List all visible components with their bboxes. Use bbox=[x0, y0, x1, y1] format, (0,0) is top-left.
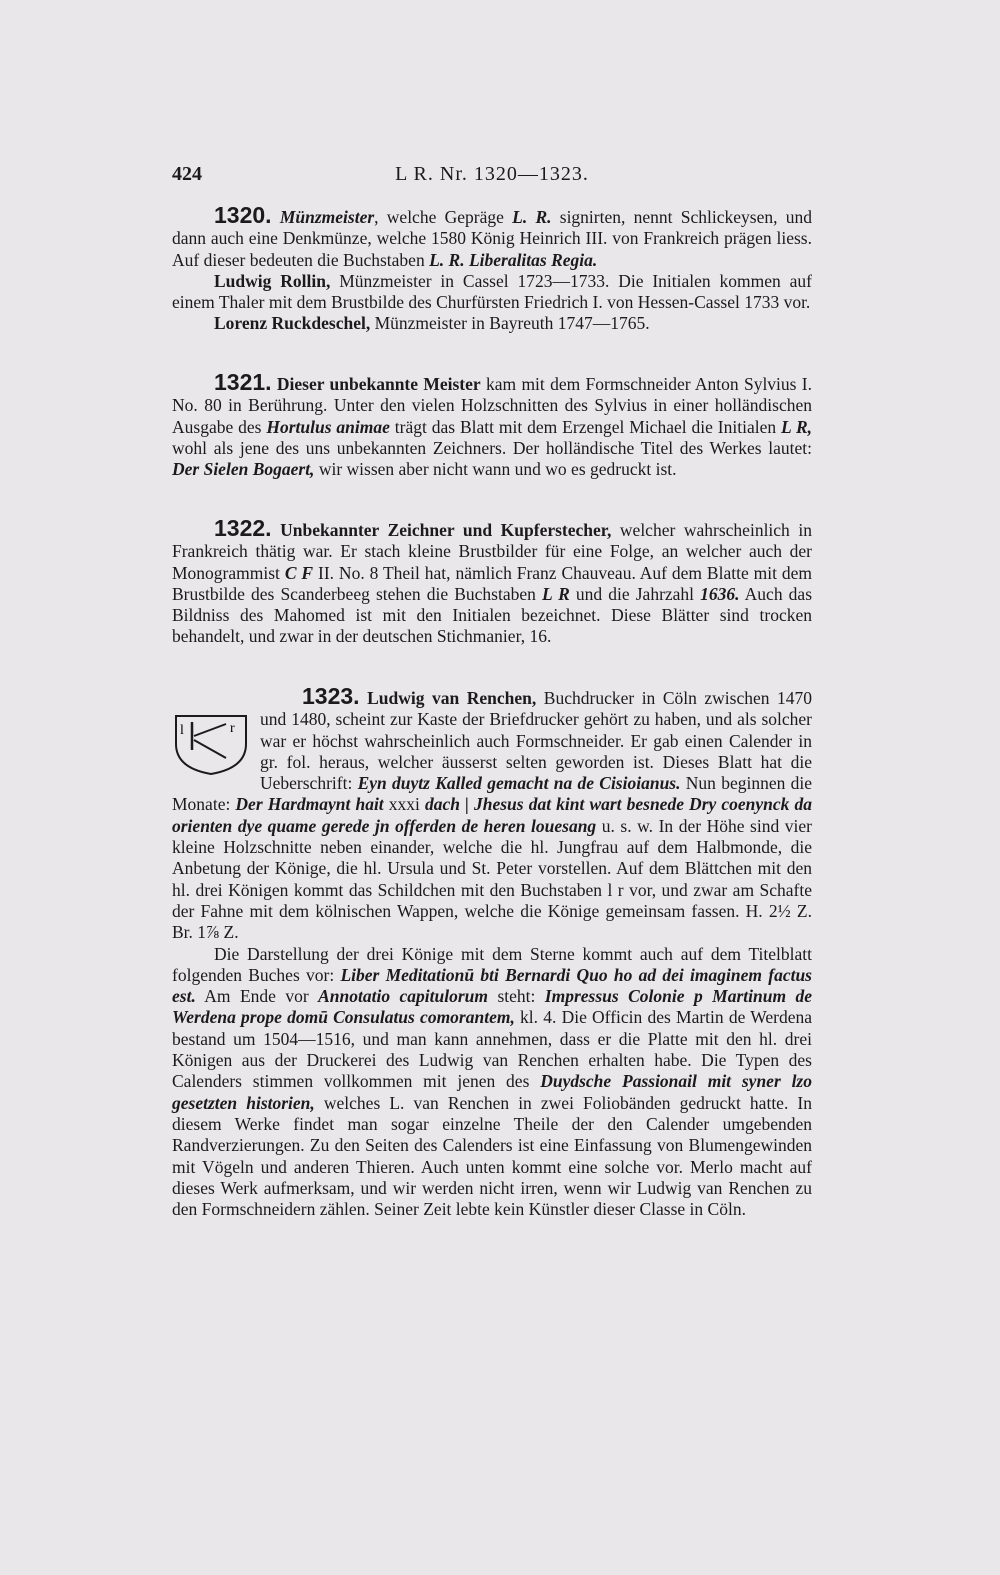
quoted-heading: Eyn duytz Kalled gemacht na de Cisioianus. bbox=[357, 773, 681, 794]
colophon: Impressus Colonie p Martinum de Werdena prope domū Consulatus comorantem, bbox=[172, 986, 813, 1028]
text: Münzmeister in Bayreuth 1747—1765. bbox=[370, 313, 650, 334]
entry-1320 bbox=[172, 202, 812, 335]
page-header bbox=[172, 163, 812, 189]
entry-1322-paragraph bbox=[172, 515, 813, 648]
entry-1321-paragraph bbox=[172, 369, 813, 480]
entry-1320-paragraph-1 bbox=[172, 202, 812, 271]
text: steht: bbox=[488, 986, 545, 1007]
entry-1323-paragraph-1 bbox=[172, 683, 813, 944]
book-title: Duydsche Passionail mit syner lzo gesetzten historien, bbox=[172, 1071, 812, 1113]
person-name: Ludwig Rollin, bbox=[214, 270, 331, 291]
book-title: Liber Meditationū bti Bernardi Quo ho ad dei imaginem factus est. bbox=[172, 964, 812, 1007]
entry-number: 1321. bbox=[214, 369, 272, 395]
monogram-ref: L. R. bbox=[512, 207, 552, 227]
text: signirten, nennt Schlickeysen, und dann auch eine Denkmünze, welche 1580 König Heinrich III. von Frankreich prägen liess. Auf dieser bedeuten die Buchstaben bbox=[172, 207, 812, 270]
entry-number: 1320. bbox=[214, 202, 272, 228]
entry-title: Unbekannter Zeichner und Kupferstecher, bbox=[280, 520, 612, 540]
entry-title: Dieser unbekannte Meister bbox=[276, 374, 481, 394]
entry-1320-paragraph-2 bbox=[172, 271, 812, 314]
entry-number: 1322. bbox=[214, 515, 272, 541]
initials: L R bbox=[541, 583, 570, 604]
monogram-ref: C F bbox=[284, 562, 314, 583]
text: Am Ende vor bbox=[195, 986, 319, 1007]
page-number: 424 bbox=[172, 163, 202, 185]
text: Die Darstellung der drei Könige mit dem Sterne kommt auch auf dem Titelblatt folgenden Buches vor: bbox=[172, 943, 812, 985]
entry-1323-paragraph-2 bbox=[172, 944, 812, 1221]
text: kam mit dem Formschneider Anton Sylvius I. No. 80 in Berührung. Unter den vielen Holzschnitten des Sylvius in einer holländischen Ausgabe des bbox=[172, 374, 813, 437]
entry-1320-paragraph-3 bbox=[172, 313, 812, 334]
year: 1636. bbox=[700, 583, 740, 604]
text: Münzmeister in Cassel 1723—1733. Die Initialen kommen auf einem Thaler mit dem Brustbilde des Churfürsten Friedrich I. von Hessen-Cassel 1733 vor. bbox=[172, 270, 812, 313]
text: Buchdrucker in Cöln zwischen 1470 und 1480, scheint zur Kaste der Briefdrucker gehört zu haben, und als solcher war er höchst wahrscheinlich auch Formschneider. Er gab einen Calender in gr. fol. heraus, welcher äusserst selten geworden ist. Dieses Blatt hat die Ueberschrift: bbox=[260, 688, 813, 794]
text: u. s. w. In der Höhe sind vier kleine Holzschnitte neben einander, welche die hl. Jungfrau auf dem Halbmonde, die Anbetung der Könige, die hl. Ursula und St. Peter vorstellen. Auf dem Blättchen mit den hl. drei Königen kommt das Schildchen mit den Buchstaben l r vor, und zwar am Schafte der Fahne mit dem kölnischen Wappen, welche die Könige gemeinsam fassen. H. 2½ Z. Br. 1⅞ Z. bbox=[172, 815, 812, 943]
text: Nun beginnen die Monate: bbox=[172, 773, 812, 815]
running-head: L R. Nr. 1320—1323. bbox=[395, 163, 589, 185]
text: II. No. 8 Theil hat, nämlich Franz Chauveau. Auf dem Blatte mit dem Brustbilde des Scanderbeeg stehen die Buchstaben bbox=[172, 562, 812, 604]
text: und die Jahrzahl bbox=[569, 583, 701, 604]
text: , welche Gepräge bbox=[374, 207, 513, 227]
text: trägt das Blatt mit dem Erzengel Michael die Initialen bbox=[389, 416, 781, 437]
initials: L R, bbox=[781, 416, 812, 437]
entry-1322 bbox=[172, 515, 813, 648]
book-title: Hortulus animae bbox=[266, 416, 390, 437]
text: welcher wahrscheinlich in Frankreich thätig war. Er stach kleine Brustbilder für eine Folge, an welcher auch der Monogrammist bbox=[172, 520, 812, 583]
text: xxxi bbox=[383, 794, 425, 815]
shield-monogram-icon bbox=[172, 710, 250, 776]
quoted-text: Der Hardmaynt hait bbox=[235, 794, 384, 815]
book-title: Annotatio capitulorum bbox=[318, 986, 489, 1007]
svg-text:l: l bbox=[180, 723, 184, 738]
entry-1323 bbox=[172, 683, 813, 1220]
text: kl. 4. Die Officin des Martin de Werdena bestand um 1504—1516, und man kann annehmen, dass er die Platte mit den hl. drei Königen aus der Druckerei des Ludwig van Renchen erhalten habe. Die Typen des Calenders stimmen vollkommen mit jenen des bbox=[172, 1007, 812, 1092]
book-title: Der Sielen Bogaert, bbox=[172, 459, 315, 480]
entry-number: 1323. bbox=[302, 683, 360, 709]
inscription: L. R. Liberalitas Regia. bbox=[429, 249, 598, 270]
text: wir wissen aber nicht wann und wo es gedruckt ist. bbox=[314, 459, 677, 480]
text: Auch das Bildniss des Mahomed ist mit den Initialen bezeichnet. Diese Blätter sind trocken behandelt, und zwar in der deutschen Stichmanier, 16. bbox=[172, 583, 813, 647]
text: wohl als jene des uns unbekannten Zeichners. Der holländische Titel des Werkes lautet: bbox=[172, 437, 812, 458]
entry-1321 bbox=[172, 369, 813, 480]
person-name: Lorenz Ruckdeschel, bbox=[214, 313, 371, 334]
text: welches L. van Renchen in zwei Foliobänden gedruckt hatte. In diesem Werke findet man sogar einzelne Theile der den Calender umgebenden Randverzierungen. Zu den Seiten des Calenders ist eine Einfassung von Blumengewinden mit Vögeln und anderen Thieren. Auch unten kommt eine solche vor. Merlo macht auf dieses Werk aufmerksam, und wir werden nicht irren, wenn wir Ludwig van Renchen zu den Formschneidern zählen. Seiner Zeit lebte kein Künstler dieser Classe in Cöln. bbox=[172, 1092, 812, 1220]
entry-title: Münzmeister bbox=[279, 207, 375, 227]
svg-text:r: r bbox=[230, 721, 235, 736]
entry-title: Ludwig van Renchen, bbox=[367, 688, 537, 708]
quoted-text: dach | Jhesus dat kint wart besnede Dry coenynck da orienten dye quame gerede jn offerden de heren louesang bbox=[172, 794, 812, 836]
